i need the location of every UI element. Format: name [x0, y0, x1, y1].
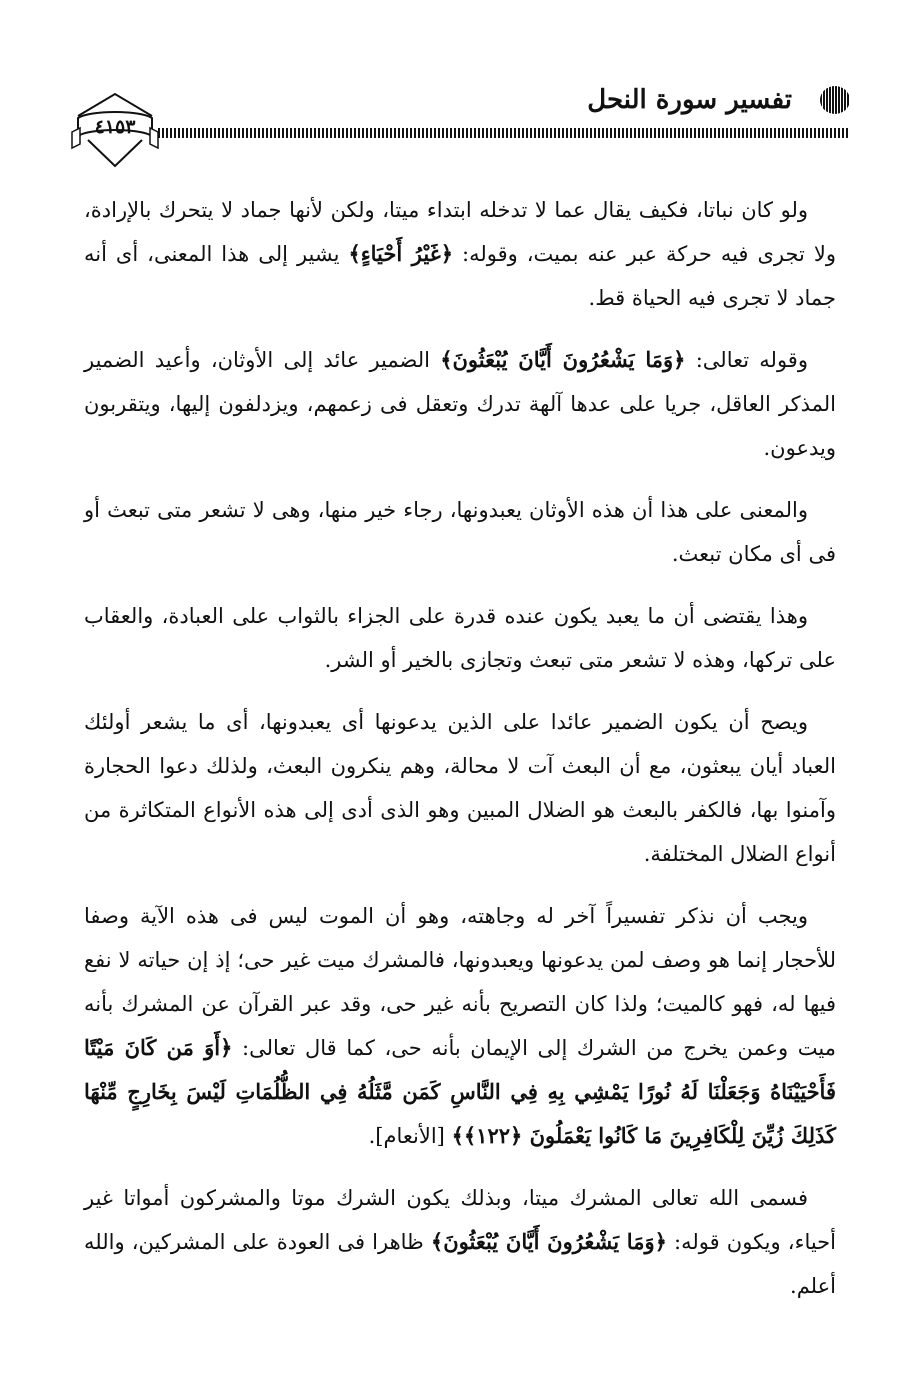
- paragraph-text: [الأنعام].: [368, 1124, 452, 1148]
- ornament-icon: [820, 86, 850, 114]
- paragraph-text: والمعنى على هذا أن هذه الأوثان يعبدونها، رجاء خير منها، وهى لا تشعر متى تبعث أو فى أى مكان تبعث.: [84, 498, 836, 566]
- paragraph-text: ولو كان نباتا، فكيف يقال عما لا تدخله ابتداء ميتا، ولكن لأنها جماد لا يتحرك بالإرادة، ولا تجرى فيه حركة عبر عنه بميت، وقوله:: [84, 198, 836, 266]
- page-number: ٤١٥٣: [94, 116, 136, 138]
- quran-verse: ﴿وَمَا يَشْعُرُونَ أَيَّانَ يُبْعَثُونَ﴾: [440, 347, 686, 372]
- paragraph-text: يشير إلى هذا المعنى، أى أنه جماد لا تجرى فيه الحياة قط.: [84, 242, 836, 310]
- paragraph: [84, 1176, 836, 1308]
- paragraph: [84, 894, 836, 1158]
- paragraph-text: وقوله تعالى:: [685, 348, 808, 372]
- paragraph-text: فسمى الله تعالى المشرك ميتا، وبذلك يكون الشرك موتا والمشركون أمواتا غير أحياء، ويكون قوله:: [84, 1186, 836, 1254]
- body-text: [84, 188, 836, 1326]
- paragraph: [84, 594, 836, 682]
- page-number-badge: [70, 88, 160, 168]
- paragraph-text: ويصح أن يكون الضمير عائدا على الذين يدعونها أى يعبدونها، أى ما يشعر أولئك العباد أيان يبعثون، مع أن البعث آت لا محالة، وهم ينكرون البعث، ولذلك دعوا الحجارة وآمنوا بها، فالكفر بالبعث هو الضلال المبين وهو الذى أدى إلى هذه الأنواع المتكاثرة من أنواع الضلال المختلفة.: [84, 710, 836, 866]
- running-title: تفسير سورة النحل: [587, 85, 792, 115]
- paragraph: [84, 188, 836, 320]
- quran-verse: ﴿وَمَا يَشْعُرُونَ أَيَّانَ يُبْعَثُونَ﴾: [430, 1229, 667, 1254]
- paragraph-text: وهذا يقتضى أن ما يعبد يكون عنده قدرة على الجزاء بالثواب على العبادة، والعقاب على تركها، وهذه لا تشعر متى تبعث وتجازى بالخير أو الشر.: [84, 604, 836, 672]
- paragraph-text: ظاهرا فى العودة على المشركين، والله أعلم.: [84, 1230, 836, 1298]
- quran-verse: ﴿أَوَ مَن كَانَ مَيْتًا فَأَحْيَيْنَاهُ وَجَعَلْنَا لَهُ نُورًا يَمْشِي بِهِ فِي النَّاسِ كَمَن مَّثَلُهُ فِي الظُّلُمَاتِ لَيْسَ بِخَارِجٍ مِّنْهَا كَذَلِكَ زُيِّنَ لِلْكَافِرِينَ مَا كَانُوا يَعْمَلُونَ ﴿١٢٢﴾﴾: [84, 1035, 836, 1148]
- paragraph: [84, 338, 836, 470]
- paragraph: [84, 700, 836, 876]
- header-rule: [158, 128, 850, 138]
- page-header: [70, 80, 850, 170]
- quran-verse: ﴿غَيْرُ أَحْيَاءٍ﴾: [348, 241, 454, 266]
- paragraph: [84, 488, 836, 576]
- paragraph-text: الضمير عائد إلى الأوثان، وأعيد الضمير المذكر العاقل، جريا على عدها آلهة تدرك وتعقل فى زعمهم، ويزدلفون إليها، ويتقربون ويدعون.: [84, 348, 836, 460]
- paragraph-text: ويجب أن نذكر تفسيراً آخر له وجاهته، وهو أن الموت ليس فى هذه الآية وصفا للأحجار إنما هو وصف لمن يدعونها ويعبدونها، فالمشرك ميت غير حى؛ إذ إن حياته لا نفع فيها له، فهو كالميت؛ ولذا كان التصريح بأنه غير حى، وقد عبر القرآن عن المشرك بأنه ميت وعمن يخرج من الشرك إلى الإيمان بأنه حى، كما قال تعالى:: [84, 904, 837, 1060]
